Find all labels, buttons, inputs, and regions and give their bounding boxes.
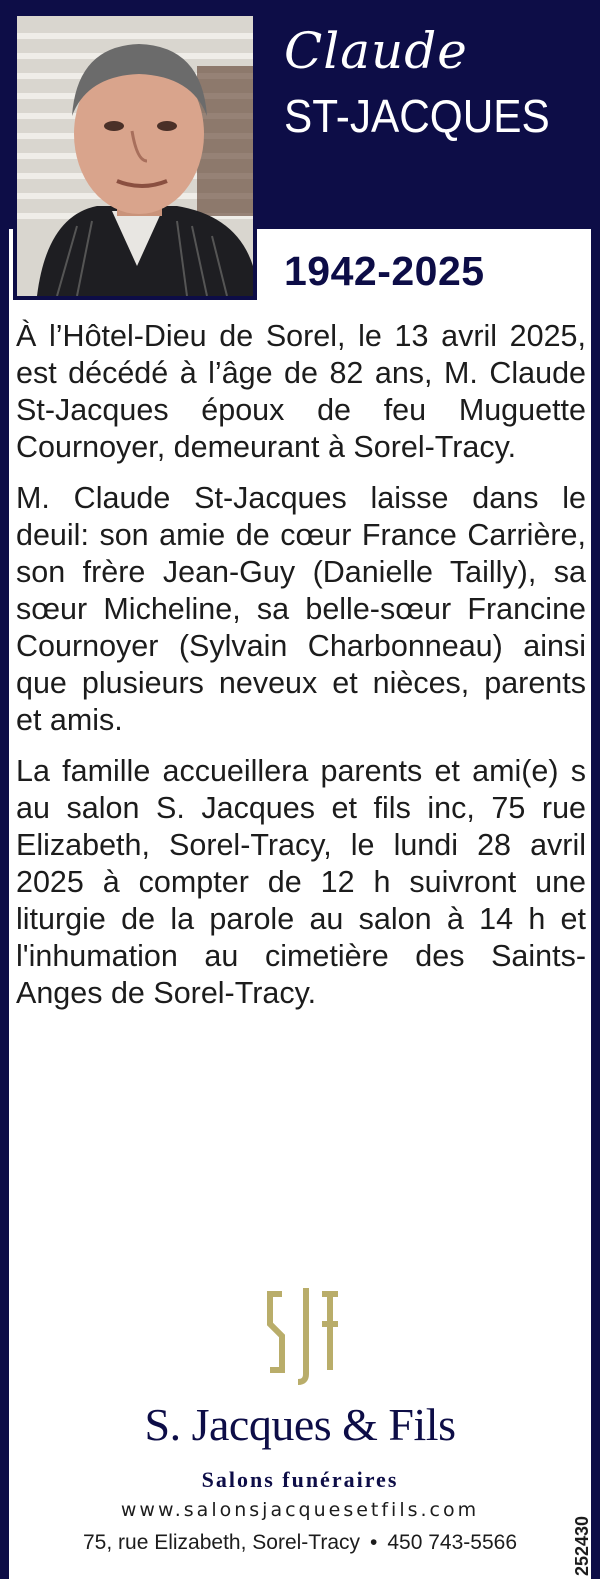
street-address: 75, rue Elizabeth, Sorel-Tracy — [83, 1531, 361, 1554]
ad-reference-number: 252430 — [572, 1515, 592, 1576]
funeral-home-name: S. Jacques & Fils — [144, 1399, 456, 1450]
deceased-first-name: Claude — [284, 22, 468, 80]
portrait-image — [17, 16, 253, 296]
obituary-text — [16, 318, 586, 1026]
paragraph-visitation: La famille accueillera parents et ami(e) s au salon S. Jacques et fils inc, 75 rue Elizabeth, Sorel-Tracy, le lundi 28 avril 2025 à compter de 12 h suivront une liturgie de la parole au salon à 14 h et l'inhumation au cimetière des Saints-Anges de Sorel-Tracy. — [16, 754, 586, 1010]
sjf-monogram-logo — [262, 1284, 344, 1388]
paragraph-survivors: M. Claude St-Jacques laisse dans le deuil: son amie de cœur France Carrière, son frère Jean-Guy (Danielle Tailly), sa sœur Micheline, sa belle-sœur Francine Cournoyer (Sylvain Charbonneau) ainsi que plusieurs neveux et nièces, parents et amis. — [16, 481, 586, 737]
life-years: 1942-2025 — [284, 248, 485, 294]
ad-reference — [572, 1496, 598, 1576]
contact-line — [0, 1531, 600, 1555]
funeral-home-subtitle: Salons funéraires — [201, 1467, 399, 1492]
website-link[interactable]: www.salonsjacquesetfils.com — [120, 1499, 480, 1521]
separator-bullet: • — [370, 1531, 378, 1554]
phone-number[interactable]: 450 743-5566 — [387, 1531, 517, 1554]
deceased-last-name: ST-JACQUES — [284, 90, 550, 142]
paragraph-death-notice: À l’Hôtel-Dieu de Sorel, le 13 avril 2025, est décédé à l’âge de 82 ans, M. Claude St-Jacques époux de feu Muguette Cournoyer, demeurant à Sorel-Tracy. — [16, 319, 586, 464]
portrait-photo — [13, 12, 257, 300]
